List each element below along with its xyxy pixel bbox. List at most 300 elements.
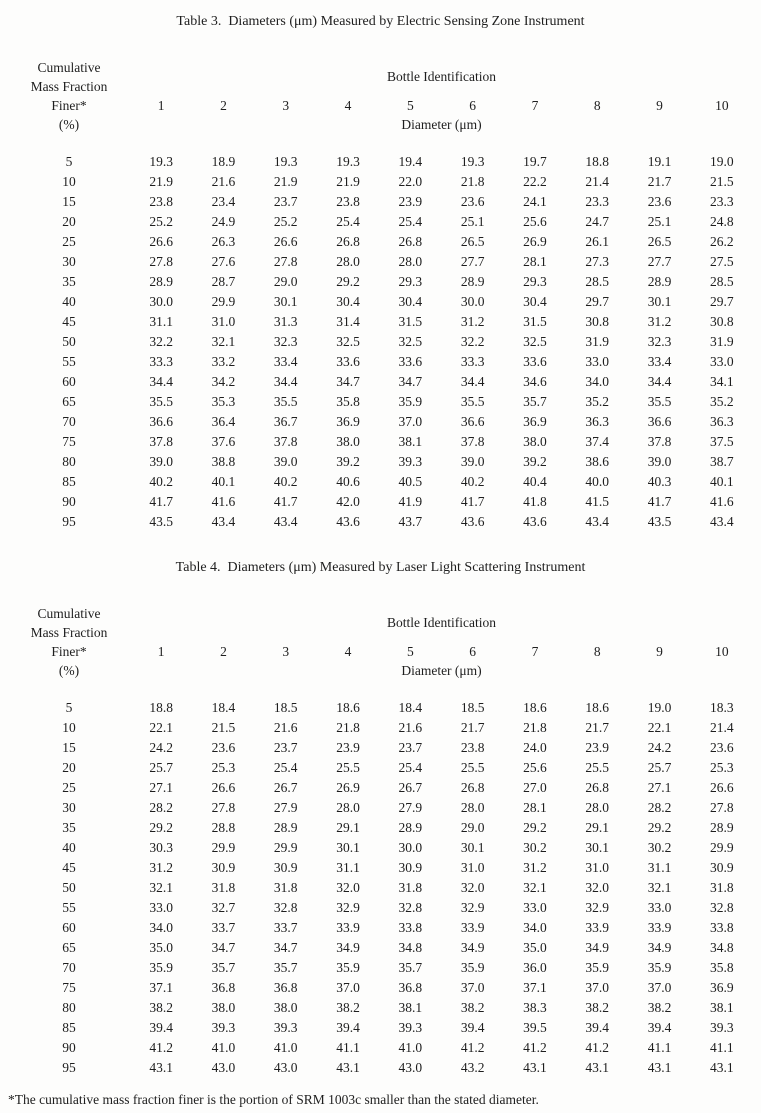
diameter-cell: 29.3 [523,274,547,289]
diameter-cell: 35.9 [647,960,672,975]
bottle-column-header: 2 [220,98,227,113]
diameter-cell: 27.5 [710,254,734,269]
percent-cell: 95 [62,1060,76,1075]
diameter-cell: 34.7 [336,374,360,389]
diameter-cell: 24.8 [710,214,734,229]
diameter-cell: 31.8 [398,880,423,895]
diameter-cell: 34.4 [460,374,485,389]
diameter-cell: 37.0 [398,414,423,429]
table-row [8,412,753,432]
diameter-cell: 35.5 [273,394,298,409]
diameter-cell: 18.8 [585,154,610,169]
table-row [8,272,753,292]
diameter-cell: 35.7 [398,960,423,975]
diameter-cell: 35.2 [710,394,734,409]
diameter-cell: 19.0 [710,154,734,169]
table-3 [8,58,753,532]
diameter-cell: 36.9 [336,414,360,429]
diameter-cell: 19.1 [647,154,672,169]
diameter-cell: 33.0 [710,354,734,369]
diameter-cell: 26.1 [585,234,610,249]
percent-cell: 60 [62,920,76,935]
diameter-cell: 28.9 [273,820,298,835]
diameter-cell: 23.8 [336,194,360,209]
diameter-cell: 41.6 [710,494,734,509]
diameter-cell: 39.4 [585,1020,610,1035]
diameter-cell: 40.4 [523,474,547,489]
diameter-cell: 31.9 [710,334,734,349]
diameter-cell: 37.4 [585,434,610,449]
diameter-cell: 27.6 [211,254,236,269]
percent-cell: 50 [62,334,76,349]
diameter-cell: 31.0 [211,314,236,329]
diameter-cell: 43.4 [273,514,298,529]
diameter-cell: 35.9 [398,394,423,409]
bottle-column-header: 7 [531,98,539,113]
diameter-cell: 25.2 [149,214,173,229]
diameter-cell: 25.7 [647,760,672,775]
bottle-column-header: 4 [344,98,352,113]
percent-cell: 10 [62,174,76,189]
percent-cell: 65 [62,394,76,409]
diameter-cell: 25.6 [523,760,547,775]
row-header-line: (%) [58,663,80,678]
diameter-cell: 35.5 [647,394,672,409]
diameter-cell: 41.5 [585,494,610,509]
diameter-cell: 40.2 [460,474,485,489]
table-row [8,492,753,512]
diameter-cell: 41.2 [523,1040,547,1055]
diameter-cell: 18.8 [149,700,173,715]
diameter-cell: 28.9 [398,820,423,835]
table-row [8,818,753,838]
diameter-cell: 19.4 [398,154,423,169]
diameter-cell: 21.6 [211,174,236,189]
diameter-cell: 40.1 [710,474,734,489]
percent-cell: 30 [62,800,76,815]
diameter-cell: 28.0 [336,800,360,815]
table-3-section [8,12,753,532]
bottle-column-header: 9 [656,644,663,659]
diameter-cell: 39.3 [710,1020,734,1035]
diameter-cell: 35.9 [460,960,485,975]
diameter-cell: 43.0 [398,1060,423,1075]
diameter-cell: 32.8 [398,900,423,915]
diameter-cell: 29.9 [710,840,734,855]
diameter-cell: 39.3 [398,454,423,469]
bottle-column-header: 7 [531,644,539,659]
diameter-cell: 43.6 [523,514,547,529]
diameter-cell: 25.5 [585,760,610,775]
diameter-cell: 34.4 [647,374,672,389]
diameter-cell: 32.5 [523,334,547,349]
table-row [8,838,753,858]
diameter-cell: 41.7 [273,494,298,509]
diameter-cell: 36.9 [710,980,734,995]
diameter-cell: 36.3 [710,414,734,429]
diameter-cell: 30.9 [398,860,423,875]
diameter-cell: 33.3 [460,354,485,369]
diameter-cell: 33.6 [398,354,423,369]
diameter-cell: 18.6 [585,700,610,715]
diameter-cell: 28.2 [647,800,672,815]
diameter-cell: 32.1 [149,880,173,895]
diameter-cell: 33.0 [647,900,672,915]
diameter-cell: 27.8 [273,254,298,269]
diameter-cell: 26.6 [710,780,734,795]
diameter-cell: 39.0 [460,454,485,469]
diameter-cell: 41.1 [647,1040,672,1055]
diameter-cell: 27.1 [647,780,672,795]
diameter-cell: 26.9 [523,234,547,249]
row-header-line: Cumulative [37,60,101,75]
diameter-cell: 31.1 [647,860,672,875]
diameter-cell: 30.2 [647,840,672,855]
diameter-cell: 39.3 [211,1020,236,1035]
diameter-cell: 35.9 [149,960,173,975]
diameter-cell: 27.7 [647,254,672,269]
diameter-cell: 31.2 [149,860,173,875]
table-row [8,312,753,332]
percent-cell: 65 [62,940,76,955]
diameter-cell: 43.6 [336,514,360,529]
percent-cell: 80 [62,454,76,469]
diameter-cell: 36.7 [273,414,298,429]
diameter-cell: 32.0 [460,880,485,895]
diameter-cell: 42.0 [336,494,360,509]
diameter-cell: 33.0 [585,354,610,369]
percent-cell: 55 [62,354,76,369]
diameter-cell: 28.9 [710,820,734,835]
table-row [8,798,753,818]
diameter-cell: 39.4 [460,1020,485,1035]
diameter-cell: 34.2 [211,374,236,389]
diameter-cell: 25.1 [647,214,672,229]
table-row [8,778,753,798]
diameter-cell: 21.4 [710,720,734,735]
table-4-section [8,558,753,1078]
diameter-cell: 39.0 [273,454,298,469]
diameter-cell: 31.2 [523,860,547,875]
table-row [8,352,753,372]
diameter-cell: 33.9 [647,920,672,935]
diameter-cell: 21.9 [336,174,360,189]
diameter-cell: 28.5 [710,274,734,289]
diameter-cell: 29.1 [585,820,610,835]
diameter-cell: 37.1 [149,980,173,995]
diameter-cell: 38.2 [149,1000,173,1015]
diameter-cell: 18.4 [211,700,236,715]
percent-cell: 90 [62,1040,76,1055]
diameter-cell: 35.5 [149,394,173,409]
percent-cell: 35 [62,274,76,289]
diameter-cell: 40.0 [585,474,610,489]
diameter-cell: 39.5 [523,1020,547,1035]
diameter-cell: 26.8 [336,234,360,249]
table-row [8,898,753,918]
percent-cell: 15 [62,740,76,755]
diameter-cell: 29.9 [211,294,236,309]
diameter-cell: 33.8 [398,920,423,935]
diameter-cell: 39.2 [523,454,547,469]
diameter-cell: 18.6 [336,700,360,715]
diameter-cell: 30.0 [149,294,173,309]
diameter-cell: 34.0 [523,920,547,935]
diameter-cell: 35.8 [336,394,360,409]
diameter-cell: 38.2 [585,1000,610,1015]
diameter-cell: 38.2 [336,1000,360,1015]
diameter-cell: 30.1 [460,840,485,855]
diameter-cell: 40.2 [273,474,298,489]
diameter-cell: 25.5 [460,760,485,775]
diameter-cell: 33.4 [273,354,298,369]
diameter-cell: 29.0 [460,820,485,835]
diameter-cell: 21.5 [211,720,236,735]
diameter-cell: 33.9 [460,920,485,935]
diameter-cell: 27.9 [398,800,423,815]
diameter-cell: 35.3 [211,394,236,409]
row-header-line: Finer* [51,98,87,113]
diameter-cell: 30.9 [273,860,298,875]
diameter-cell: 43.1 [149,1060,173,1075]
percent-cell: 5 [65,700,73,715]
diameter-cell: 32.2 [460,334,485,349]
diameter-cell: 32.1 [211,334,236,349]
percent-cell: 60 [62,374,76,389]
diameter-cell: 41.1 [710,1040,734,1055]
diameter-cell: 39.3 [398,1020,423,1035]
diameter-cell: 28.0 [336,254,360,269]
table-row [8,998,753,1018]
diameter-cell: 27.8 [710,800,734,815]
diameter-cell: 30.8 [710,314,734,329]
diameter-cell: 19.3 [460,154,485,169]
diameter-cell: 29.7 [710,294,734,309]
diameter-cell: 35.9 [585,960,610,975]
row-header-cumulative-mass-fraction [8,604,130,680]
diameter-cell: 23.7 [273,194,298,209]
diameter-cell: 25.3 [710,760,734,775]
diameter-cell: 41.2 [460,1040,485,1055]
diameter-cell: 43.7 [398,514,423,529]
diameter-cell: 21.6 [273,720,298,735]
diameter-cell: 31.2 [647,314,672,329]
diameter-cell: 27.0 [523,780,547,795]
percent-cell: 25 [62,234,76,249]
column-header-block [130,604,753,680]
table-row [8,192,753,212]
table-row [8,432,753,452]
bottle-column-header: 5 [406,98,414,113]
diameter-cell: 34.7 [273,940,298,955]
diameter-cell: 28.0 [460,800,485,815]
diameter-cell: 23.6 [460,194,485,209]
diameter-cell: 33.7 [211,920,236,935]
diameter-cell: 35.5 [460,394,485,409]
percent-cell: 75 [62,980,76,995]
diameter-cell: 26.2 [710,234,734,249]
diameter-cell: 32.8 [273,900,298,915]
diameter-cell: 26.8 [460,780,485,795]
diameter-cell: 30.3 [149,840,173,855]
diameter-cell: 19.3 [149,154,173,169]
diameter-cell: 43.4 [211,514,236,529]
diameter-cell: 31.4 [336,314,360,329]
diameter-cell: 43.1 [647,1060,672,1075]
diameter-cell: 39.4 [336,1020,360,1035]
diameter-cell: 36.3 [585,414,610,429]
table-4-title: Table 4. Diameters (μm) Measured by Laser Light Scattering Instrument [175,560,586,575]
diameter-cell: 37.8 [647,434,672,449]
diameter-cell: 29.7 [585,294,610,309]
diameter-cell: 21.5 [710,174,734,189]
diameter-cell: 36.6 [149,414,173,429]
diameter-cell: 21.9 [273,174,298,189]
table-row [8,938,753,958]
diameter-cell: 37.5 [710,434,734,449]
diameter-cell: 26.6 [211,780,236,795]
diameter-cell: 32.9 [460,900,485,915]
diameter-cell: 32.1 [523,880,547,895]
diameter-cell: 28.9 [460,274,485,289]
diameter-cell: 39.3 [273,1020,298,1035]
diameter-cell: 23.6 [710,740,734,755]
diameter-cell: 34.7 [398,374,423,389]
diameter-cell: 23.8 [460,740,485,755]
bottle-column-header: 8 [593,98,601,113]
percent-cell: 45 [62,860,76,875]
diameter-cell: 41.6 [211,494,236,509]
diameter-cell: 30.4 [336,294,360,309]
bottle-column-header: 9 [656,98,663,113]
diameter-cell: 24.2 [149,740,173,755]
diameter-cell: 38.6 [585,454,610,469]
diameter-cell: 27.7 [460,254,485,269]
diameter-cell: 33.0 [523,900,547,915]
diameter-cell: 39.4 [149,1020,173,1035]
diameter-cell: 41.7 [149,494,173,509]
table-row [8,212,753,232]
percent-cell: 85 [62,474,76,489]
diameter-cell: 31.1 [336,860,360,875]
diameter-cell: 32.9 [336,900,360,915]
table-row [8,292,753,312]
row-header-line: (%) [58,117,80,132]
diameter-cell: 26.9 [336,780,360,795]
diameter-cell: 24.7 [585,214,610,229]
diameter-cell: 26.8 [585,780,610,795]
diameter-cell: 26.7 [273,780,298,795]
bottle-column-header: 3 [282,98,290,113]
percent-cell: 20 [62,760,76,775]
diameter-cell: 39.2 [336,454,360,469]
diameter-cell: 29.2 [149,820,173,835]
diameter-cell: 31.8 [273,880,298,895]
diameter-cell: 28.2 [149,800,173,815]
diameter-cell: 30.0 [460,294,485,309]
diameter-cell: 30.1 [647,294,672,309]
diameter-cell: 25.4 [273,760,298,775]
diameter-cell: 37.8 [149,434,173,449]
diameter-cell: 19.3 [336,154,360,169]
diameter-cell: 26.6 [273,234,298,249]
diameter-cell: 27.3 [585,254,610,269]
diameter-cell: 33.0 [149,900,173,915]
diameter-cell: 27.8 [149,254,173,269]
percent-cell: 30 [62,254,76,269]
percent-cell: 15 [62,194,76,209]
diameter-cell: 22.1 [647,720,672,735]
diameter-cell: 26.8 [398,234,423,249]
diameter-cell: 38.0 [211,1000,236,1015]
diameter-cell: 31.5 [523,314,547,329]
percent-cell: 40 [62,840,76,855]
diameter-cell: 41.8 [523,494,547,509]
diameter-cell: 28.9 [149,274,173,289]
diameter-subheader: Diameter (μm) [401,117,482,132]
diameter-cell: 34.8 [710,940,734,955]
table-row [8,452,753,472]
diameter-cell: 34.9 [585,940,610,955]
percent-cell: 70 [62,414,76,429]
diameter-cell: 32.0 [585,880,610,895]
diameter-cell: 32.0 [336,880,360,895]
diameter-cell: 31.8 [710,880,734,895]
bottle-column-header: 3 [282,644,290,659]
diameter-cell: 36.9 [523,414,547,429]
diameter-cell: 29.3 [398,274,423,289]
diameter-cell: 18.3 [710,700,734,715]
table-row [8,232,753,252]
percent-cell: 25 [62,780,76,795]
diameter-cell: 41.0 [211,1040,236,1055]
diameter-cell: 29.9 [211,840,236,855]
table-3-title: Table 3. Diameters (μm) Measured by Electric Sensing Zone Instrument [176,14,585,29]
diameter-cell: 26.5 [647,234,672,249]
diameter-cell: 41.7 [647,494,672,509]
diameter-cell: 21.4 [585,174,610,189]
table-row [8,918,753,938]
diameter-cell: 41.1 [336,1040,360,1055]
table-row [8,698,753,718]
diameter-cell: 33.7 [273,920,298,935]
bottle-column-header: 5 [406,644,414,659]
diameter-cell: 37.6 [211,434,236,449]
diameter-cell: 28.0 [398,254,423,269]
diameter-cell: 32.2 [149,334,173,349]
diameter-cell: 24.2 [647,740,672,755]
diameter-cell: 23.7 [273,740,298,755]
diameter-cell: 30.9 [211,860,236,875]
diameter-cell: 37.8 [460,434,485,449]
diameter-cell: 32.5 [336,334,360,349]
diameter-cell: 21.7 [647,174,672,189]
diameter-cell: 28.1 [523,800,547,815]
table-4 [8,604,753,1078]
diameter-cell: 31.5 [398,314,423,329]
diameter-cell: 43.4 [710,514,734,529]
row-header-line: Finer* [51,644,87,659]
diameter-cell: 22.2 [523,174,547,189]
percent-cell: 10 [62,720,76,735]
percent-cell: 45 [62,314,76,329]
diameter-cell: 40.5 [398,474,423,489]
diameter-cell: 27.9 [273,800,298,815]
diameter-cell: 37.1 [523,980,547,995]
percent-cell: 95 [62,514,76,529]
diameter-cell: 23.8 [149,194,173,209]
diameter-cell: 33.3 [149,354,173,369]
